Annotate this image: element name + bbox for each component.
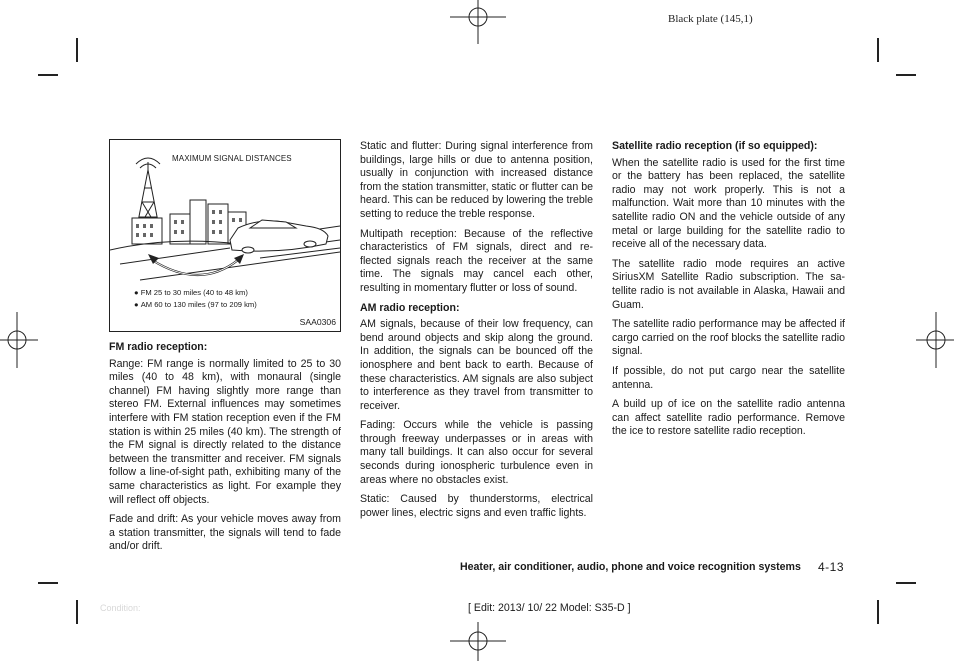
crop-mark	[76, 600, 78, 624]
figure-legend-item: ● FM 25 to 30 miles (40 to 48 km)	[134, 288, 248, 297]
paragraph: If possible, do not put cargo near the satellite antenna.	[612, 364, 845, 391]
paragraph: Range: FM range is normally limited to 25 to 30 miles (40 to 48 km), with monaural (single channel) FM having slightly more range than stereo FM. External influences may sometimes interfere with FM station reception even if the FM station is within 25 miles (40 km). The strength of the FM signal is directly related to the distance between the transmitter and receiver. FM signals follow a line-of-sight path, exhibiting many of the same characteristics as light. For example they will reflect off objects.	[109, 357, 341, 506]
plate-label: Black plate (145,1)	[668, 13, 753, 25]
paragraph: Static: Caused by thunderstorms, electrical power lines, electric signs and even traffic lights.	[360, 493, 593, 519]
page-number: 4-13	[818, 560, 845, 574]
crop-mark	[38, 582, 58, 584]
signal-distance-figure	[109, 139, 341, 332]
crop-mark	[877, 600, 879, 624]
paragraph: The satellite radio performance may be affected if cargo carried on the roof blocks the satellite radio signal.	[612, 318, 845, 358]
crop-mark	[896, 582, 916, 584]
paragraph: AM signals, because of their low frequency, can bend around objects and skip along the ground. In addition, the signals can be bounced off the ionosphere and bent back to earth. Because of these characteristics. AM signals are also subject to interference as they travel from transmitter to receiver.	[360, 318, 593, 412]
paragraph: Multipath reception: Because of the reflective characteristics of FM signals, direct and re-flected signals reach the receiver at the same time. The signals may cancel each other, resulting in momentary flutter or loss of sound.	[360, 227, 593, 294]
registration-mark-icon	[0, 312, 38, 368]
condition-label: Condition:	[100, 603, 141, 613]
section-title: Heater, air conditioner, audio, phone and voice recognition systems	[460, 561, 801, 573]
registration-mark-icon	[450, 622, 506, 661]
paragraph: Static and flutter: During signal interference from buildings, large hills or due to antenna position, usually in conjunction with increased distance from the station transmitter, static or flutter can be heard. This can be reduced by lowering the treble setting to reduce the treble response.	[360, 140, 593, 220]
registration-mark-icon	[916, 312, 954, 368]
satellite-heading: Satellite radio reception (if so equipped):	[612, 140, 818, 152]
crop-mark	[896, 74, 916, 76]
paragraph: When the satellite radio is used for the first time or the battery has been replaced, the satellite radio may not work properly. This is not a malfunction. Wait more than 10 minutes with the satellite radio ON and the vehicle outside of any metal or large building for the satellite radio to receive all of the necessary data.	[612, 156, 845, 251]
radio-signal-illustration	[110, 140, 340, 290]
crop-mark	[76, 38, 78, 62]
figure-title: MAXIMUM SIGNAL DISTANCES	[172, 154, 292, 163]
paragraph: Fade and drift: As your vehicle moves away from a station transmitter, the signals will tend to fade and/or drift.	[109, 513, 341, 553]
figure-legend-item: ● AM 60 to 130 miles (97 to 209 km)	[134, 300, 257, 309]
paragraph: A build up of ice on the satellite radio antenna can affect satellite radio performance. Remove the ice to restore satellite radio reception.	[612, 398, 845, 438]
column-3	[612, 140, 845, 445]
am-heading: AM radio reception:	[360, 301, 460, 314]
bullet-icon: ●	[134, 300, 141, 309]
paragraph: The satellite radio mode requires an active SiriusXM Satellite Radio subscription. The sa-tellite radio is not available in Alaska, Hawaii and Guam.	[612, 257, 845, 311]
registration-mark-icon	[450, 0, 506, 44]
edit-info: [ Edit: 2013/ 10/ 22 Model: S35-D ]	[468, 602, 631, 614]
column-2	[360, 140, 593, 526]
fm-heading: FM radio reception:	[109, 341, 208, 353]
paragraph: Fading: Occurs while the vehicle is passing through freeway underpasses or in areas with many tall buildings. It can also occur for several seconds during ionospheric turbulence even in areas where no obstacles exist.	[360, 419, 593, 486]
bullet-icon: ●	[134, 288, 141, 297]
crop-mark	[877, 38, 879, 62]
crop-mark	[38, 74, 58, 76]
column-1	[109, 341, 341, 560]
figure-code: SAA0306	[299, 317, 336, 327]
